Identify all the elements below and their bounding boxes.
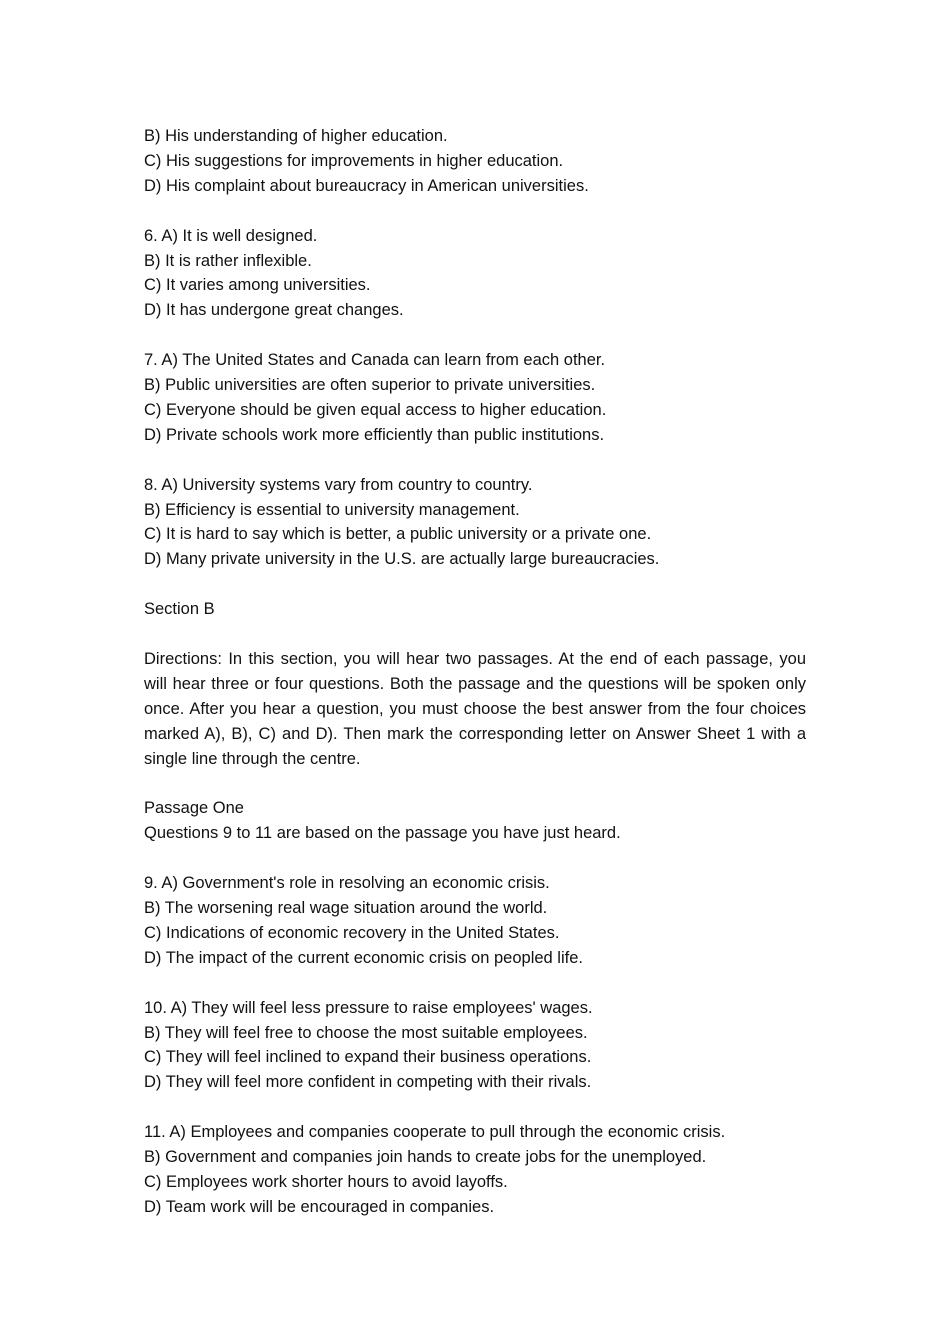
question-option: B) Government and companies join hands to create jobs for the unemployed. xyxy=(144,1148,707,1167)
question-11 xyxy=(144,1120,806,1220)
question-option: C) It varies among universities. xyxy=(144,276,371,295)
question-option: 11. A) Employees and companies cooperate to pull through the economic crisis. xyxy=(144,1123,726,1142)
question-option: C) It is hard to say which is better, a public university or a private one. xyxy=(144,525,652,544)
question-option: D) Private schools work more efficiently than public institutions. xyxy=(144,425,605,444)
question-option: D) Many private university in the U.S. are actually large bureaucracies. xyxy=(144,550,660,569)
question-option: 9. A) Government's role in resolving an economic crisis. xyxy=(144,874,550,893)
question-option: 7. A) The United States and Canada can learn from each other. xyxy=(144,351,606,370)
question-option: B) Public universities are often superior to private universities. xyxy=(144,376,596,395)
passage-one-title: Passage One xyxy=(144,799,244,818)
question-option: 6. A) It is well designed. xyxy=(144,226,318,245)
question-option: 8. A) University systems vary from country to country. xyxy=(144,475,533,494)
question-option: 10. A) They will feel less pressure to raise employees' wages. xyxy=(144,998,593,1017)
question-8 xyxy=(144,473,806,573)
document-page xyxy=(144,124,806,1220)
question-option: C) Indications of economic recovery in the United States. xyxy=(144,923,560,942)
question-6 xyxy=(144,224,806,324)
section-b-heading: Section B xyxy=(144,600,215,619)
question-option: B) They will feel free to choose the most suitable employees. xyxy=(144,1023,588,1042)
question-option: B) His understanding of higher education. xyxy=(144,127,448,145)
question-option: C) Employees work shorter hours to avoid layoffs. xyxy=(144,1172,508,1191)
question-option: C) Everyone should be given equal access to higher education. xyxy=(144,400,607,419)
question-option: B) The worsening real wage situation around the world. xyxy=(144,898,548,917)
question-option: C) They will feel inclined to expand their business operations. xyxy=(144,1048,592,1067)
question-7 xyxy=(144,348,806,448)
question-option: C) His suggestions for improvements in higher education. xyxy=(144,151,564,170)
question-option: B) It is rather inflexible. xyxy=(144,251,312,270)
question-option: D) The impact of the current economic crisis on peopled life. xyxy=(144,948,583,967)
question-10 xyxy=(144,996,806,1096)
question-option: D) Team work will be encouraged in companies. xyxy=(144,1197,495,1216)
section-b-directions: Directions: In this section, you will hear two passages. At the end of each passage, you will hear three or four questions. Both the passage and the questions will be spoken only once. After you hear a question, you must choose the best answer from the four choices marked A), B), C) and D). Then mark the corresponding letter on Answer Sheet 1 with a single line through the centre. xyxy=(144,649,806,768)
question-option: D) It has undergone great changes. xyxy=(144,301,404,320)
question-option: D) His complaint about bureaucracy in American universities. xyxy=(144,176,589,195)
question-9 xyxy=(144,871,806,971)
question-5-options xyxy=(144,124,806,199)
question-option: B) Efficiency is essential to university management. xyxy=(144,500,520,519)
passage-one-instruction: Questions 9 to 11 are based on the passage you have just heard. xyxy=(144,824,621,843)
question-option: D) They will feel more confident in competing with their rivals. xyxy=(144,1073,592,1092)
